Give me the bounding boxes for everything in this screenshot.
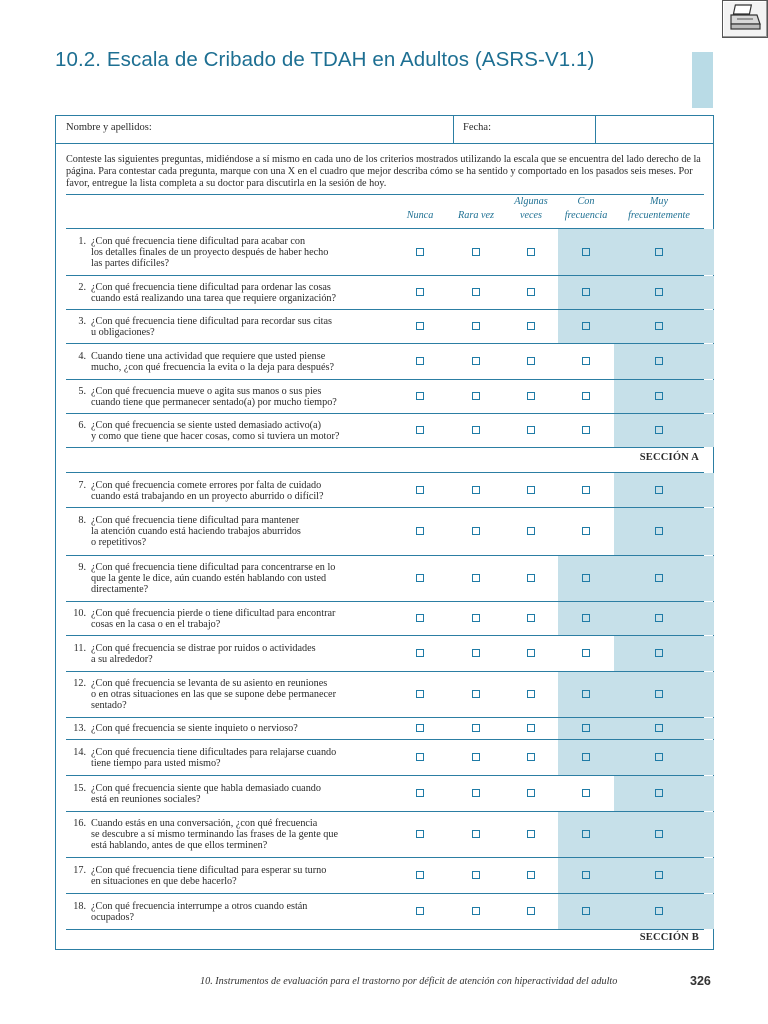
response-checkbox[interactable]	[472, 322, 480, 330]
question-text: Cuando tiene una actividad que requiere que usted piense mucho, ¿con qué frecuencia la evita o la deja para después?	[91, 351, 334, 374]
response-checkbox[interactable]	[416, 392, 424, 400]
response-checkbox[interactable]	[416, 789, 424, 797]
response-checkbox[interactable]	[416, 830, 424, 838]
question-text: ¿Con qué frecuencia pierde o tiene dificultad para encontrar cosas en la casa o en el trabajo?	[91, 608, 336, 631]
response-checkbox[interactable]	[527, 690, 535, 698]
question-number: 9.	[78, 562, 86, 573]
question-number: 1.	[78, 236, 86, 247]
column-header-line2: frecuencia	[564, 210, 608, 221]
name-label: Nombre y apellidos:	[66, 122, 152, 133]
response-checkbox[interactable]	[582, 649, 590, 657]
question-row	[66, 894, 704, 930]
response-checkbox[interactable]	[416, 690, 424, 698]
question-number: 14.	[73, 747, 86, 758]
response-checkbox[interactable]	[582, 357, 590, 365]
response-checkbox[interactable]	[655, 724, 663, 732]
question-number: 12.	[73, 678, 86, 689]
column-header	[612, 195, 706, 223]
page-title: 10.2. Escala de Cribado de TDAH en Adultos (ASRS-V1.1)	[55, 48, 595, 71]
question-number: 7.	[78, 480, 86, 491]
response-checkbox[interactable]	[655, 426, 663, 434]
response-checkbox[interactable]	[527, 426, 535, 434]
question-number: 3.	[78, 316, 86, 327]
question-text: ¿Con qué frecuencia mueve o agita sus manos o sus pies cuando tiene que permanecer sentado(a) por mucho tiempo?	[91, 386, 337, 409]
response-checkbox[interactable]	[655, 690, 663, 698]
column-header-line1: Muy	[649, 196, 669, 207]
response-checkbox[interactable]	[416, 527, 424, 535]
response-checkbox[interactable]	[582, 486, 590, 494]
question-row	[66, 858, 704, 894]
date-field[interactable]	[454, 116, 596, 144]
question-text: Cuando estás en una conversación, ¿con qué frecuencia se descubre a sí mismo terminando las frases de la gente que está hablando, antes de que ellos terminen?	[91, 818, 338, 852]
response-checkbox[interactable]	[416, 248, 424, 256]
response-checkbox[interactable]	[416, 322, 424, 330]
response-checkbox[interactable]	[472, 574, 480, 582]
question-text: ¿Con qué frecuencia tiene dificultad para acabar con los detalles finales de un proyecto después de haber hecho las partes difíciles?	[91, 236, 329, 270]
question-row	[66, 556, 704, 602]
column-header	[556, 195, 616, 223]
question-row	[66, 228, 704, 276]
response-checkbox[interactable]	[416, 426, 424, 434]
question-number: 4.	[78, 351, 86, 362]
response-checkbox[interactable]	[655, 753, 663, 761]
response-checkbox[interactable]	[472, 690, 480, 698]
question-text: ¿Con qué frecuencia comete errores por falta de cuidado cuando está trabajando en un proyecto aburrido o difícil?	[91, 480, 324, 503]
response-checkbox[interactable]	[472, 392, 480, 400]
page-number: 326	[690, 974, 711, 988]
question-text: ¿Con qué frecuencia se levanta de su asiento en reuniones o en otras situaciones en las que se supone debe permanecer sentado?	[91, 678, 336, 712]
question-number: 5.	[78, 386, 86, 397]
question-row	[66, 414, 704, 448]
column-header-line1	[448, 195, 504, 209]
response-checkbox[interactable]	[655, 907, 663, 915]
question-text: ¿Con qué frecuencia se siente inquieto o nervioso?	[91, 723, 298, 734]
response-checkbox[interactable]	[527, 753, 535, 761]
response-checkbox[interactable]	[472, 357, 480, 365]
question-number: 16.	[73, 818, 86, 829]
response-checkbox[interactable]	[472, 649, 480, 657]
question-number: 8.	[78, 515, 86, 526]
response-checkbox[interactable]	[582, 527, 590, 535]
question-row	[66, 602, 704, 636]
response-checkbox[interactable]	[655, 248, 663, 256]
column-header-line2: frecuentemente	[628, 210, 690, 221]
shaded-response-area	[614, 473, 714, 507]
response-checkbox[interactable]	[655, 649, 663, 657]
name-field[interactable]	[56, 116, 454, 144]
response-checkbox[interactable]	[416, 288, 424, 296]
question-number: 2.	[78, 282, 86, 293]
response-checkbox[interactable]	[582, 907, 590, 915]
response-checkbox[interactable]	[416, 649, 424, 657]
response-checkbox[interactable]	[655, 527, 663, 535]
response-checkbox[interactable]	[582, 614, 590, 622]
response-checkbox[interactable]	[655, 486, 663, 494]
column-header-line2: Rara vez	[458, 210, 494, 221]
question-text: ¿Con qué frecuencia siente que habla demasiado cuando está en reuniones sociales?	[91, 783, 321, 806]
question-row	[66, 508, 704, 556]
response-checkbox[interactable]	[416, 753, 424, 761]
response-checkbox[interactable]	[472, 907, 480, 915]
column-header	[448, 195, 504, 223]
response-checkbox[interactable]	[582, 322, 590, 330]
response-checkbox[interactable]	[582, 724, 590, 732]
response-checkbox[interactable]	[416, 907, 424, 915]
response-checkbox[interactable]	[527, 486, 535, 494]
response-checkbox[interactable]	[655, 789, 663, 797]
response-checkbox[interactable]	[582, 426, 590, 434]
response-checkbox[interactable]	[527, 357, 535, 365]
response-checkbox[interactable]	[416, 486, 424, 494]
question-row	[66, 812, 704, 858]
response-checkbox[interactable]	[472, 288, 480, 296]
response-checkbox[interactable]	[416, 614, 424, 622]
question-number: 11.	[73, 643, 86, 654]
response-checkbox[interactable]	[472, 426, 480, 434]
name-date-row	[56, 116, 713, 144]
footer-text: 10. Instrumentos de evaluación para el trastorno por déficit de atención con hiperactividad del adulto	[200, 976, 618, 987]
response-checkbox[interactable]	[472, 789, 480, 797]
response-checkbox[interactable]	[472, 486, 480, 494]
response-checkbox[interactable]	[655, 614, 663, 622]
response-checkbox[interactable]	[527, 574, 535, 582]
question-text: ¿Con qué frecuencia tiene dificultad para ordenar las cosas cuando está realizando una tarea que requiere organización?	[91, 282, 337, 305]
response-checkbox[interactable]	[527, 322, 535, 330]
response-checkbox[interactable]	[582, 690, 590, 698]
response-checkbox[interactable]	[527, 789, 535, 797]
question-text: ¿Con qué frecuencia tiene dificultad para recordar sus citas u obligaciones?	[91, 316, 332, 339]
question-row	[66, 276, 704, 310]
response-checkbox[interactable]	[472, 753, 480, 761]
shaded-response-area	[614, 508, 714, 555]
response-checkbox[interactable]	[655, 357, 663, 365]
question-number: 17.	[73, 865, 86, 876]
response-checkbox[interactable]	[655, 871, 663, 879]
response-checkbox[interactable]	[527, 649, 535, 657]
shaded-response-area	[614, 776, 714, 811]
response-checkbox[interactable]	[582, 789, 590, 797]
asrs-form	[55, 115, 714, 950]
question-row	[66, 310, 704, 344]
response-checkbox[interactable]	[416, 724, 424, 732]
response-checkbox[interactable]	[655, 322, 663, 330]
response-checkbox[interactable]	[527, 724, 535, 732]
response-checkbox[interactable]	[527, 288, 535, 296]
response-checkbox[interactable]	[582, 830, 590, 838]
column-header-line2: veces	[519, 210, 543, 221]
question-text: ¿Con qué frecuencia interrumpe a otros cuando están ocupados?	[91, 901, 308, 924]
question-row	[66, 636, 704, 672]
question-row	[66, 776, 704, 812]
response-checkbox[interactable]	[472, 871, 480, 879]
shaded-response-area	[614, 636, 714, 671]
question-number: 10.	[73, 608, 86, 619]
response-checkbox[interactable]	[472, 527, 480, 535]
response-checkbox[interactable]	[527, 871, 535, 879]
question-text: ¿Con qué frecuencia se siente usted demasiado activo(a) y como que tiene que hacer cosas, como si tuviera un motor?	[91, 420, 340, 443]
response-checkbox[interactable]	[416, 574, 424, 582]
instructions-text: Conteste las siguientes preguntas, midiéndose a sí mismo en cada uno de los criterios mostrados utilizando la escala que se encuentra del lado derecho de la página. Para contestar cada pregunta, marque con una X en el cuadro que mejor describa cómo se ha sentido y comportado en los pasados seis meses. Por favor, entregue la lista completa a su doctor para discutirla en la sesión de hoy.	[66, 154, 701, 190]
column-header-line1: Algunas	[514, 196, 548, 207]
printer-icon	[727, 2, 763, 37]
question-text: ¿Con qué frecuencia tiene dificultades para relajarse cuando tiene tiempo para usted mismo?	[91, 747, 337, 770]
shaded-response-area	[614, 380, 714, 413]
column-header	[504, 195, 558, 223]
column-header-line1: Con	[577, 196, 595, 207]
response-checkbox[interactable]	[655, 288, 663, 296]
response-checkbox[interactable]	[527, 248, 535, 256]
question-number: 15.	[73, 783, 86, 794]
response-checkbox[interactable]	[582, 753, 590, 761]
response-checkbox[interactable]	[416, 357, 424, 365]
response-checkbox[interactable]	[472, 614, 480, 622]
side-tab	[692, 52, 713, 108]
question-row	[66, 672, 704, 718]
section-b-label: SECCIÓN B	[639, 932, 699, 943]
question-row	[66, 472, 704, 508]
question-row	[66, 344, 704, 380]
response-checkbox[interactable]	[655, 392, 663, 400]
question-text: ¿Con qué frecuencia tiene dificultad para mantener la atención cuando está haciendo trabajos aburridos o repetitivos?	[91, 515, 301, 549]
date-label: Fecha:	[463, 122, 491, 133]
print-button[interactable]	[722, 0, 768, 38]
response-checkbox[interactable]	[472, 724, 480, 732]
response-checkbox[interactable]	[527, 527, 535, 535]
response-checkbox[interactable]	[582, 871, 590, 879]
response-checkbox[interactable]	[527, 830, 535, 838]
response-checkbox[interactable]	[472, 248, 480, 256]
response-checkbox[interactable]	[582, 392, 590, 400]
question-row	[66, 718, 704, 740]
question-number: 13.	[73, 723, 86, 734]
response-checkbox[interactable]	[582, 574, 590, 582]
response-checkbox[interactable]	[582, 248, 590, 256]
response-checkbox[interactable]	[655, 830, 663, 838]
shaded-response-area	[614, 414, 714, 447]
column-header-line1	[395, 195, 445, 209]
response-checkbox[interactable]	[582, 288, 590, 296]
question-text: ¿Con qué frecuencia se distrae por ruidos o actividades a su alrededor?	[91, 643, 316, 666]
shaded-response-area	[614, 344, 714, 379]
response-checkbox[interactable]	[527, 614, 535, 622]
column-header-line2: Nunca	[406, 210, 434, 221]
question-row	[66, 740, 704, 776]
question-number: 18.	[73, 901, 86, 912]
column-header	[395, 195, 445, 223]
section-a-label: SECCIÓN A	[639, 452, 699, 463]
question-number: 6.	[78, 420, 86, 431]
response-checkbox[interactable]	[416, 871, 424, 879]
question-text: ¿Con qué frecuencia tiene dificultad para esperar su turno en situaciones en que debe hacerlo?	[91, 865, 327, 888]
response-checkbox[interactable]	[655, 574, 663, 582]
question-text: ¿Con qué frecuencia tiene dificultad para concentrarse en lo que la gente le dice, aún cuando estén hablando con usted directamente?	[91, 562, 336, 596]
response-checkbox[interactable]	[527, 907, 535, 915]
response-checkbox[interactable]	[527, 392, 535, 400]
question-row	[66, 380, 704, 414]
response-checkbox[interactable]	[472, 830, 480, 838]
